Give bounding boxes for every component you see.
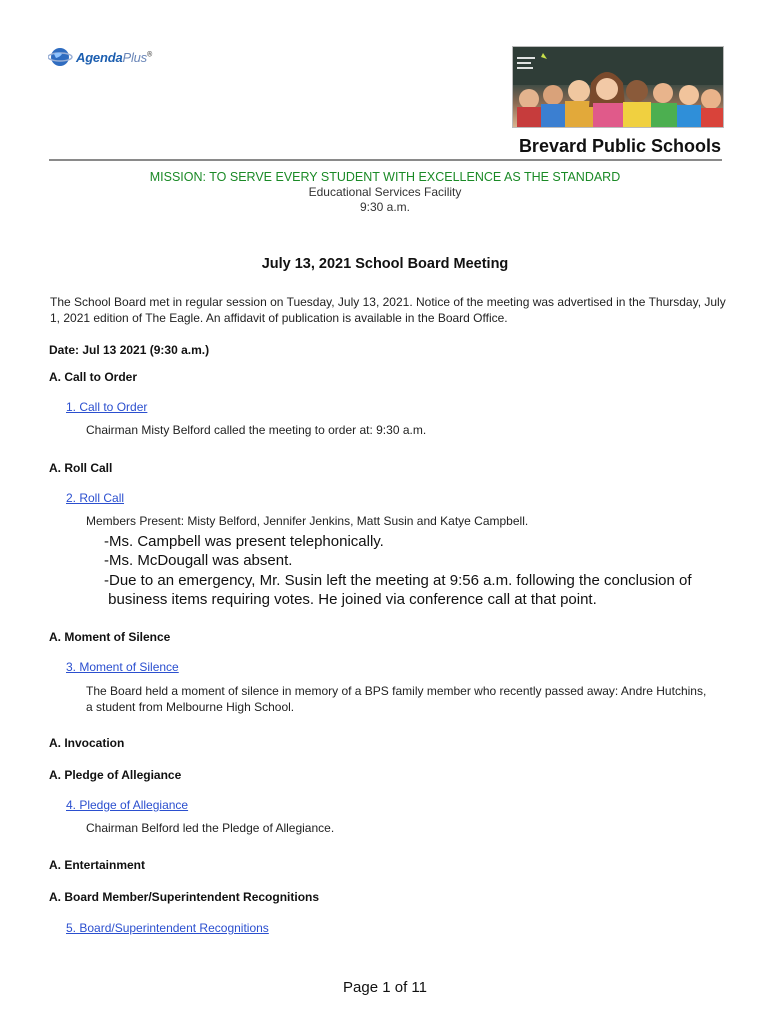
- agenda-link-moment-of-silence[interactable]: 3. Moment of Silence: [66, 660, 179, 674]
- mission-statement: MISSION: TO SERVE EVERY STUDENT WITH EXCELLENCE AS THE STANDARD: [149, 170, 621, 184]
- logo-wordmark: AgendaPlus®: [76, 49, 152, 65]
- section-heading-pledge: A. Pledge of Allegiance: [49, 768, 182, 782]
- agenda-link-roll-call[interactable]: 2. Roll Call: [66, 491, 125, 505]
- meeting-location: Educational Services Facility: [308, 185, 462, 199]
- meeting-time: 9:30 a.m.: [359, 200, 411, 214]
- agendaplus-logo: [48, 44, 152, 70]
- roll-call-note: business items requiring votes. He joined via conference call at that point.: [104, 591, 597, 608]
- roll-call-note: -Ms. McDougall was absent.: [104, 552, 293, 569]
- section-heading-call-to-order: A. Call to Order: [49, 370, 138, 384]
- section-heading-recognitions: A. Board Member/Superintendent Recognitions: [49, 890, 320, 904]
- section-heading-invocation: A. Invocation: [49, 736, 125, 750]
- minutes-pledge: Chairman Belford led the Pledge of Allegiance.: [86, 821, 335, 835]
- meeting-date: Date: Jul 13 2021 (9:30 a.m.): [49, 343, 210, 357]
- section-heading-roll-call: A. Roll Call: [49, 461, 113, 475]
- agenda-link-pledge[interactable]: 4. Pledge of Allegiance: [66, 798, 189, 812]
- agenda-link-call-to-order[interactable]: 1. Call to Order: [66, 400, 148, 414]
- organization-name: Brevard Public Schools: [518, 136, 721, 156]
- meeting-intro: The School Board met in regular session on Tuesday, July 13, 2021. Notice of the meeting was advertised in the Thursday, July 1, 2021 edition of The Eagle. An affidavit of publication is available in the Board Office.: [50, 295, 726, 325]
- agenda-link-recognitions[interactable]: 5. Board/Superintendent Recognitions: [66, 921, 269, 935]
- header-divider: [49, 159, 722, 161]
- minutes-call-to-order: Chairman Misty Belford called the meeting to order at: 9:30 a.m.: [86, 423, 427, 437]
- globe-logo-icon: [48, 46, 74, 68]
- section-heading-entertainment: A. Entertainment: [49, 858, 146, 872]
- section-heading-moment-of-silence: A. Moment of Silence: [49, 630, 171, 644]
- minutes-roll-call: Members Present: Misty Belford, Jennifer Jenkins, Matt Susin and Katye Campbell.: [86, 514, 529, 528]
- roll-call-note: -Ms. Campbell was present telephonically.: [104, 533, 384, 550]
- page-number: Page 1 of 11: [343, 979, 427, 996]
- roll-call-note: -Due to an emergency, Mr. Susin left the meeting at 9:56 a.m. following the conclusion of: [104, 572, 692, 589]
- meeting-title: July 13, 2021 School Board Meeting: [261, 256, 509, 272]
- minutes-moment-of-silence: The Board held a moment of silence in memory of a BPS family member who recently passed away: Andre Hutchins, a student from Melbourne High School.: [86, 684, 707, 714]
- header-photo: [512, 46, 724, 128]
